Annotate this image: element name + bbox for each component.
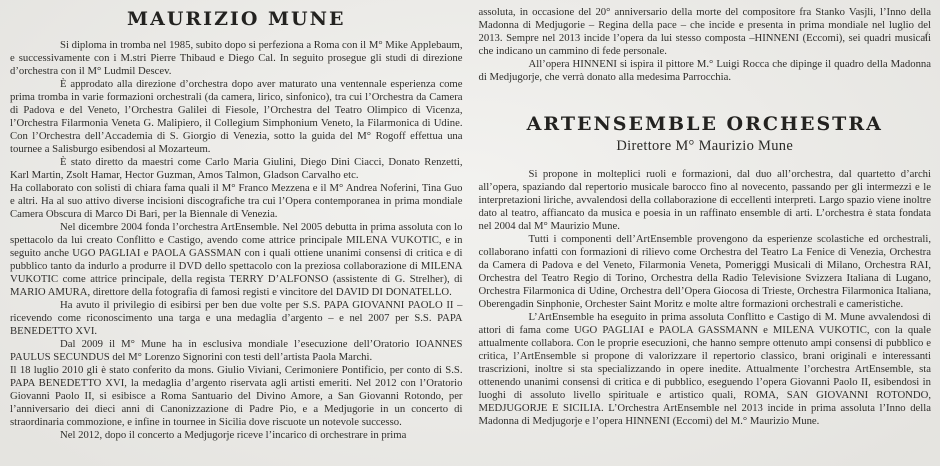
paragraph: Il 18 luglio 2010 gli è stato conferito da mons. Giulio Viviani, Cerimoniere Pontificio, per conto di S.S. PAPA BENEDETTO XVI, la medaglia d’argento riservata agli artisti emeriti. Nel 2012 con l’Oratorio Giovanni Paolo II, si esibisce a Roma Santuario del Divino Amore, a San Giovanni Rotondo, per l’anniversario dei dieci anni di Canonizzazione di Padre Pio, e a Medjugorie in un concerto di straordinaria commozione, e infine in tournee in Sicilia dove riscuote un notevole successo.: [10, 364, 463, 428]
paragraph: Ha collaborato con solisti di chiara fama quali il M° Franco Mezzena e il M° Andrea Noferini, Tina Guo e altri. Ha al suo attivo diverse incisioni discografiche tra cui l’Opera contemporanea in prima mondiale Camera Obscura di Marco Di Bari, per la Biennale di Venezia.: [10, 182, 463, 220]
paragraph: Tutti i componenti dell’ArtEnsemble provengono da esperienze scolastiche ed orchestrali, collaborano infatti con formazioni di rilievo come Orchestra del Teatro La Fenice di Venezia, Orchestra da Camera di Padova e del Veneto, Filarmonia Veneta, Pomeriggi Musicali di Milano, Orchestra RAI, Orchestra del Teatro Regio di Torino, Orchestra della Radio Televisione Svizzera Italiana di Lugano, Orchestra Filarmonica di Udine, Orchestra dell’Opera Giocosa di Trieste, Orchestra Filarmonica Italiana, Oberengadin Sinphonie, Orchester Saint Moritz e molte altre formazioni orchestrali e cameristiche.: [478, 233, 931, 310]
paragraph: Si propone in molteplici ruoli e formazioni, dal duo all’orchestra, dal quartetto d’archi all’opera, spaziando dal repertorio musicale barocco fino al novecento, passando per gli intermezzi e le interpretazioni liriche, avvalendosi della collaborazione di eccellenti interpreti. Largo spazio viene inoltre dato al teatro, affiancato da musica e poesia in un raffinato ensemble di arti. L’orchestra è stata fondata nel 2004 dal M° Maurizio Mune.: [478, 168, 931, 232]
section-subtitle: Direttore M° Maurizio Mune: [616, 138, 794, 154]
paragraph: Nel 2012, dopo il concerto a Medjugorje riceve l’incarico di orchestrare in prima: [60, 429, 407, 441]
paragraph: È stato diretto da maestri come Carlo Maria Giulini, Diego Dini Ciacci, Donato Renzetti, Karl Martin, Zsolt Hamar, Hector Guzman, Amos Talmon, Gladson Carvalho etc.: [10, 156, 463, 181]
section-title: ARTENSEMBLE ORCHESTRA: [526, 113, 883, 135]
paragraph: Ha avuto il privilegio di esibirsi per ben due volte per S.S. PAPA GIOVANNI PAOLO II – ricevendo come riconoscimento una targa e una medaglia d’argento – e nel 2007 per S.S. PAPA BENEDETTO XVI.: [10, 299, 463, 337]
paragraph: assoluta, in occasione del 20° anniversario della morte del compositore fra Stanko Vasjli, l’Inno della Madonna di Medjugorie – Regina della pace – che incide e presenta in prima mondiale nel luglio del 2013. Sempre nel 2013 incide l’opera da lui stesso composta –HINNENI (Eccomi), sei quadri musicali che indicano un cammino di fede personale.: [478, 6, 931, 57]
paragraph: All’opera HINNENI si ispira il pittore M.° Luigi Rocca che dipinge il quadro della Madonna di Medjugorje, che verrà donato alla medesima Parrocchia.: [478, 58, 931, 83]
paragraph: Si diploma in tromba nel 1985, subito dopo si perfeziona a Roma con il M° Mike Applebaum, e successivamente con i M.stri Pierre Thibaud e Diego Cal. In seguito prosegue gli studi di direzione d’orchestra con il M° Ludmil Descev.: [10, 39, 463, 77]
paragraph: Dal 2009 il M° Mune ha in esclusiva mondiale l’esecuzione dell’Oratorio IOANNES PAULUS SECUNDUS del M° Lorenzo Signorini con testi dell’artista Paola Marchi.: [10, 338, 463, 363]
page-title: MAURIZIO MUNE: [127, 8, 346, 30]
left-column: [10, 6, 463, 458]
right-column: [479, 6, 932, 458]
paragraph: È approdato alla direzione d’orchestra dopo aver maturato una ventennale esperienza come prima tromba in varie formazioni orchestrali (da camera, lirico, sinfonico), tra cui l’Orchestra da Camera di Padova e del Veneto, l’Orchestra Galilei di Fiesole, l’Orchestra del Teatro Olimpico di Vicenza, l’Orchestra Filarmonia Veneta G. Malipiero, il Collegium Simphonium Veneto, la Filarmonica di Udine. Con l’Orchestra dell’Accademia di S. Giorgio di Venezia, sotto la guida del M° Rogoff effettua una tournee a Salisburgo esibendosi al Mozarteum.: [10, 78, 463, 155]
paragraph: Nel dicembre 2004 fonda l’orchestra ArtEnsemble. Nel 2005 debutta in prima assoluta con lo spettacolo da lui creato Conflitto e Castigo, avendo come attrice principale MILENA VUKOTIC, e in seguito anche UGO PAGLIAI e PAOLA GASSMAN con i quali ottiene unanimi consensi di critica e di pubblico tanto da indurlo a produrre il DVD dello spettacolo con la preziosa collaborazione di MILENA VUKOTIC come attrice principale, della regista TERRY D’ALFONSO (assistente di G. Strelher), di MARIO AMURA, direttore della fotografia di famosi registi e vincitore del DAVID DI DONATELLO.: [10, 221, 463, 298]
paragraph: L’ArtEnsemble ha eseguito in prima assoluta Conflitto e Castigo di M. Mune avvalendosi di attori di fama come UGO PAGLIAI e PAOLA GASSMANN e MILENA VUKOTIC, con la quale attualmente collabora. Con le proprie esecuzioni, che hanno sempre ottenuto ampi consensi di pubblico e critica, l’ArtEnsemble si propone di valorizzare il repertorio classico, brani originali e interessanti trascrizioni, inoltre si sta specializzando in opere inedite. Attualmente l’orchestra ArtEnsemble, sta ottenendo unanimi consensi di critica e di pubblico, eseguendo l’opera Giovanni Paolo II, esibendosi in luoghi di assoluto livello spirituale e artistico quali, ROMA, SAN GIOVANNI ROTONDO, MEDJUGORJE E SICILIA. L’Orchestra ArtEnsemble nel 2013 incide in prima assoluta l’Inno della Madonna di Medjugorje e l’opera HINNENI (Eccomi) del M.° Maurizio Mune.: [478, 311, 931, 427]
